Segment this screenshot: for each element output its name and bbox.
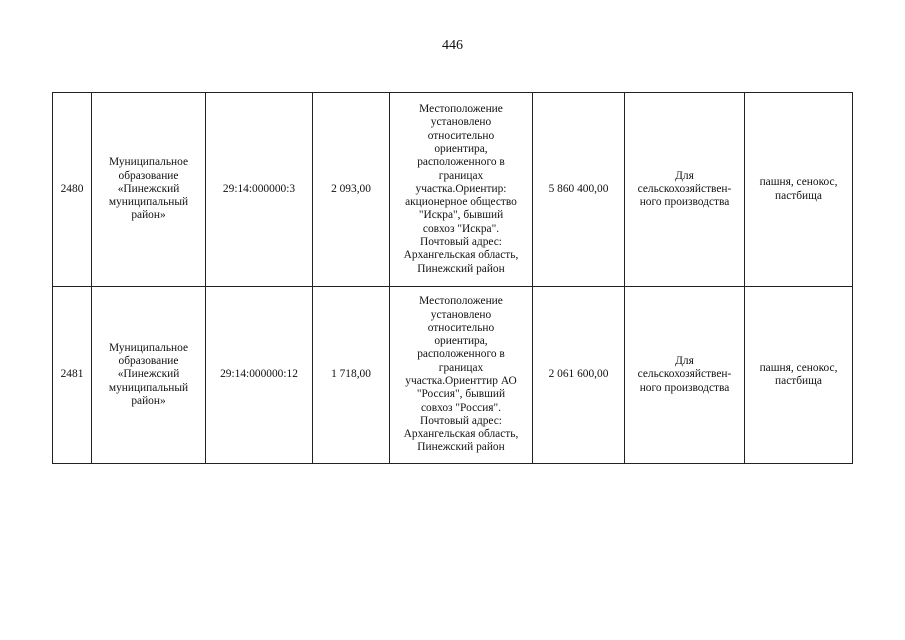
owner-cell: Муниципальное образование «Пинежский муниципальный район» xyxy=(92,287,206,464)
row-number: 2480 xyxy=(53,93,92,287)
cadastral-number-cell: 29:14:000000:3 xyxy=(206,93,313,287)
permitted-use-cell: пашня, сенокос, пастбища xyxy=(745,287,853,464)
table-row xyxy=(53,93,853,287)
row-number: 2481 xyxy=(53,287,92,464)
location-cell: Местоположение установлено относительно ориентира, расположенного в границах участка.Ориенттир АО "Россия", бывший совхоз "Россия". Почтовый адрес: Архангельская область, Пинежский район xyxy=(390,287,533,464)
land-category-cell: Для сельскохозяйствен- ного производства xyxy=(625,287,745,464)
permitted-use-cell: пашня, сенокос, пастбища xyxy=(745,93,853,287)
cadastral-cost-cell: 2 061 600,00 xyxy=(533,287,625,464)
area-cell: 1 718,00 xyxy=(313,287,390,464)
land-registry-table xyxy=(52,92,853,464)
cadastral-cost-cell: 5 860 400,00 xyxy=(533,93,625,287)
cadastral-number-cell: 29:14:000000:12 xyxy=(206,287,313,464)
table-row xyxy=(53,287,853,464)
page-number: 446 xyxy=(442,38,463,53)
land-category-cell: Для сельскохозяйствен- ного производства xyxy=(625,93,745,287)
area-cell: 2 093,00 xyxy=(313,93,390,287)
location-cell: Местоположение установлено относительно ориентира, расположенного в границах участка.Ориентир: акционерное общество "Искра", бывший совхоз "Искра". Почтовый адрес: Архангельская область, Пинежский район xyxy=(390,93,533,287)
owner-cell: Муниципальное образование «Пинежский муниципальный район» xyxy=(92,93,206,287)
